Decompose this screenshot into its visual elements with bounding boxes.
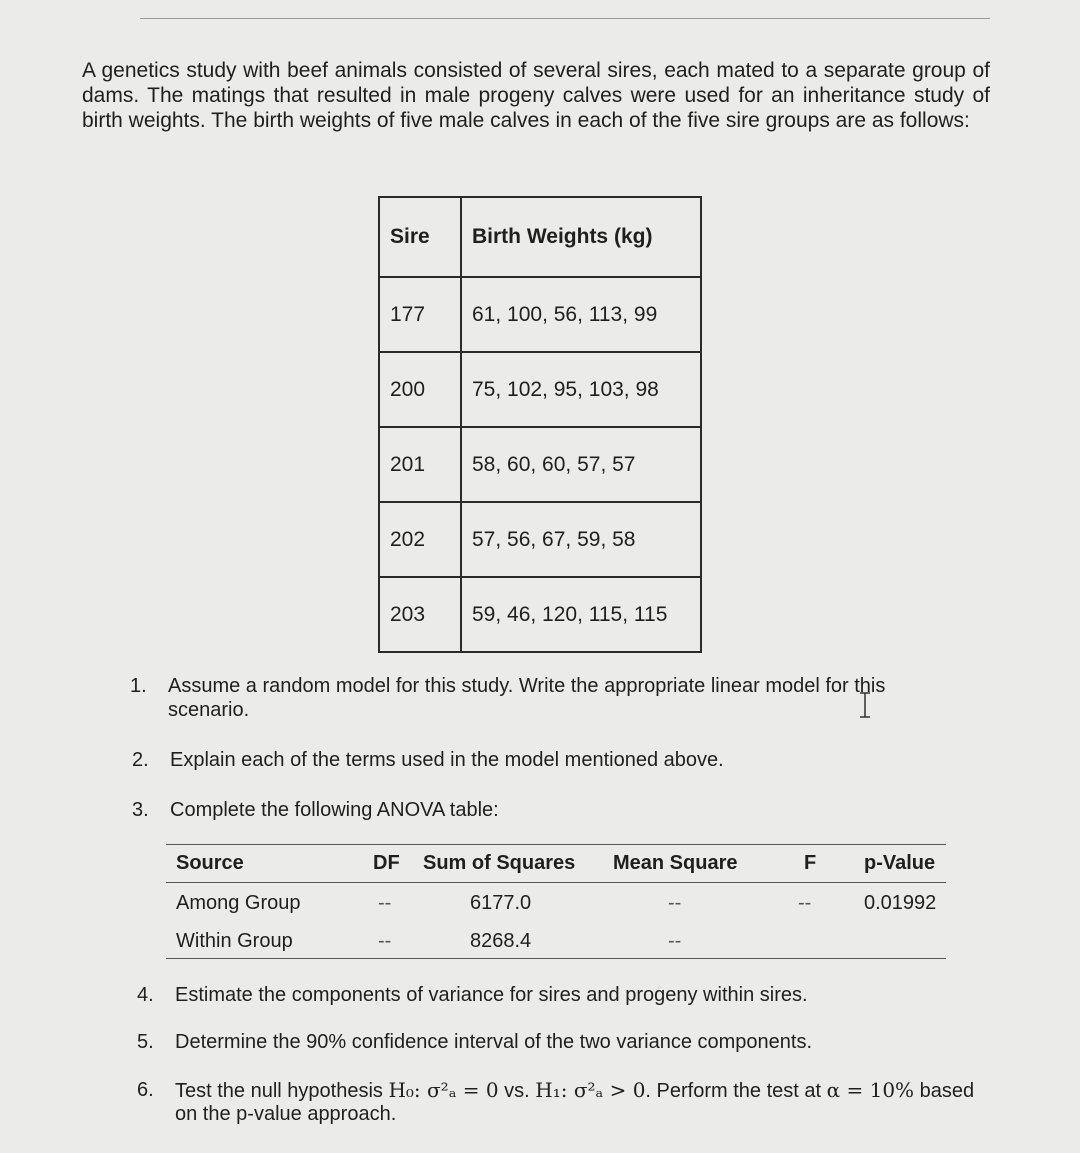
anova-header-rule	[166, 882, 946, 883]
table-row	[379, 277, 701, 352]
anova-table	[166, 844, 946, 960]
sire-id: 203	[379, 577, 461, 652]
sire-id: 177	[379, 277, 461, 352]
sire-id: 202	[379, 502, 461, 577]
alpha-level: α = 10%	[826, 1078, 915, 1102]
anova-header-ss: Sum of Squares	[423, 852, 576, 874]
anova-row-p: 0.01992	[864, 892, 937, 914]
question-number: 3.	[132, 799, 149, 821]
birth-weights: 61, 100, 56, 113, 99	[461, 277, 701, 352]
top-divider	[140, 18, 990, 19]
anova-header-source: Source	[176, 852, 244, 874]
anova-header-f: F	[804, 852, 817, 874]
anova-row-ms: --	[668, 892, 682, 914]
question-number: 6.	[137, 1079, 154, 1101]
text-segment: based	[914, 1080, 975, 1102]
header-sire: Sire	[379, 197, 461, 277]
question-number: 2.	[132, 749, 149, 771]
table-row	[379, 352, 701, 427]
table-row	[379, 502, 701, 577]
text-cursor-icon	[858, 692, 872, 718]
anova-top-rule	[166, 844, 946, 845]
anova-header-ms: Mean Square	[613, 852, 738, 874]
question-text: Assume a random model for this study. Write the appropriate linear model for this	[168, 675, 886, 697]
question-text	[175, 1078, 974, 1103]
text-segment: Test the null hypothesis	[175, 1080, 389, 1102]
table-row	[379, 427, 701, 502]
intro-paragraph: A genetics study with beef animals consisted of several sires, each mated to a separate group of dams. The matings that resulted in male progeny calves were used for an inheritance study of birth weights. The birth weights of five male calves in each of the five sire groups are as follows:	[82, 59, 990, 132]
text-segment: . Perform the test at	[645, 1080, 827, 1102]
anova-bottom-rule	[166, 958, 946, 959]
birth-weights: 75, 102, 95, 103, 98	[461, 352, 701, 427]
table-header-row	[379, 197, 701, 277]
anova-row-ss: 8268.4	[470, 930, 532, 952]
text-segment: vs.	[498, 1080, 536, 1102]
anova-header-df: DF	[373, 852, 400, 874]
question-text-cont: on the p-value approach.	[175, 1103, 397, 1125]
question-text: Determine the 90% confidence interval of the two variance components.	[175, 1031, 813, 1053]
question-number: 5.	[137, 1031, 154, 1053]
question-number: 4.	[137, 984, 154, 1006]
question-text: Estimate the components of variance for sires and progeny within sires.	[175, 984, 808, 1006]
anova-row-source: Within Group	[176, 930, 293, 952]
sire-id: 201	[379, 427, 461, 502]
anova-row-ss: 6177.0	[470, 892, 532, 914]
birth-weights: 57, 56, 67, 59, 58	[461, 502, 701, 577]
birth-weights: 59, 46, 120, 115, 115	[461, 577, 701, 652]
question-text: Complete the following ANOVA table:	[170, 799, 499, 821]
anova-row-df: --	[378, 892, 392, 914]
sire-birth-weights-table	[378, 196, 702, 653]
anova-row-source: Among Group	[176, 892, 301, 914]
question-number: 1.	[130, 675, 147, 697]
anova-row-ms: --	[668, 930, 682, 952]
alt-hypothesis: H₁: σ²ₐ > 0	[535, 1078, 646, 1102]
anova-header-p: p-Value	[864, 852, 936, 874]
header-birth-weights: Birth Weights (kg)	[461, 197, 701, 277]
anova-row-df: --	[378, 930, 392, 952]
null-hypothesis: H₀: σ²ₐ = 0	[388, 1078, 499, 1102]
question-text-cont: scenario.	[168, 699, 250, 721]
question-text: Explain each of the terms used in the model mentioned above.	[170, 749, 724, 771]
table-row	[379, 577, 701, 652]
sire-id: 200	[379, 352, 461, 427]
anova-row-f: --	[798, 892, 812, 914]
birth-weights: 58, 60, 60, 57, 57	[461, 427, 701, 502]
